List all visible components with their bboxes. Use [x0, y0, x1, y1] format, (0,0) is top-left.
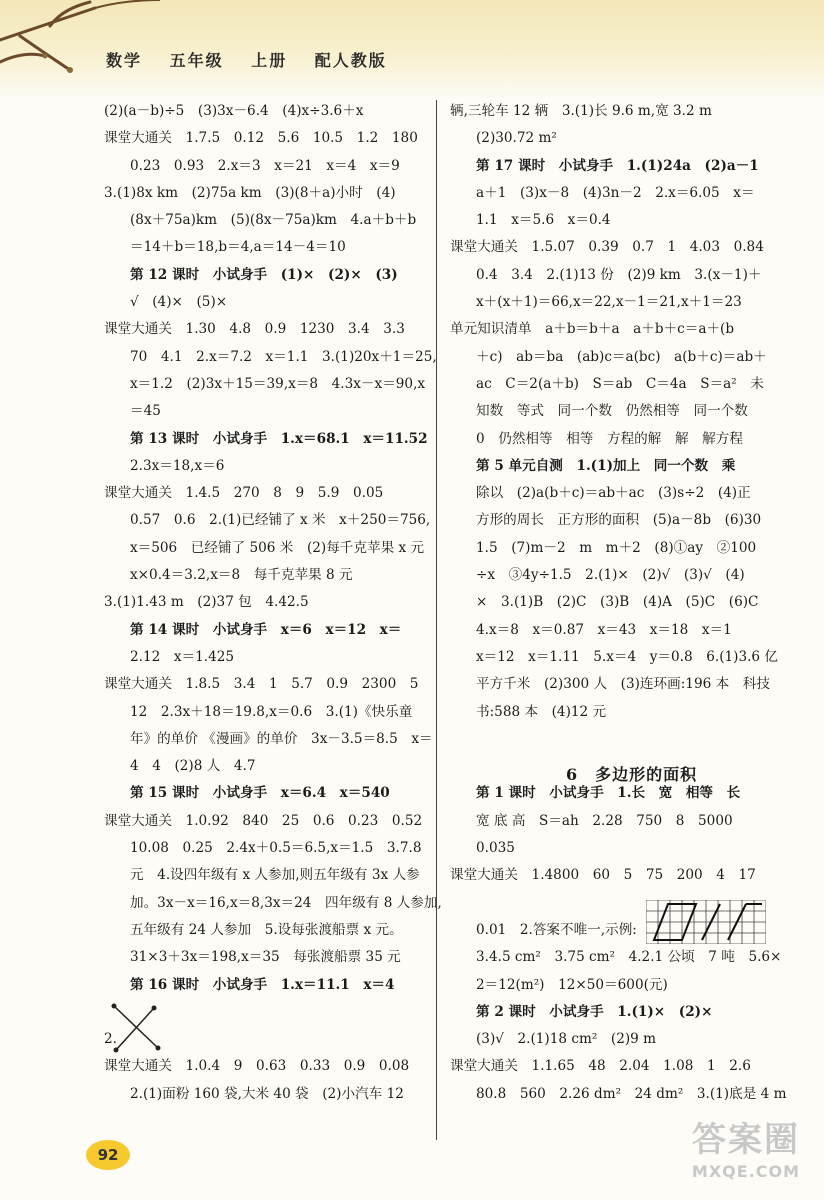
- text-line: (8x＋75a)km (5)(8x－75a)km 4.a＋b＋b: [130, 212, 417, 229]
- text-line: 0 仍然相等 相等 方程的解 解 解方程: [476, 430, 743, 447]
- watermark: [676, 1118, 816, 1188]
- text-line: 4 4 (2)8 人 4.7: [130, 758, 256, 775]
- text-line: 课堂大通关 1.8.5 3.4 1 5.7 0.9 2300 5: [104, 676, 419, 693]
- text-line: 1.5 (7)m－2 m m＋2 (8)①ay ②100: [476, 539, 757, 556]
- text-line: 80.8 560 2.26 dm² 24 dm² 3.(1)底是 4 m: [476, 1085, 787, 1102]
- text-line: 2.(1)面粉 160 袋,大米 40 袋 (2)小汽车 12: [130, 1085, 404, 1102]
- text-line: 2.3x＝18,x＝6: [130, 457, 225, 474]
- watermark-url: MXQE.COM: [691, 1162, 801, 1181]
- text-line: 课堂大通关 1.4800 60 5 75 200 4 17: [450, 867, 756, 884]
- text-line: 课堂大通关 1.0.92 840 25 0.6 0.23 0.52: [104, 812, 423, 829]
- header-volume: 上册: [251, 51, 288, 70]
- header-grade: 五年级: [169, 51, 224, 70]
- text-line: √ (4)× (5)×: [130, 294, 228, 311]
- text-line: 0.01 2.答案不唯一,示例:: [476, 921, 637, 938]
- text-line: 2＝12(m²) 12×50＝600(元): [476, 976, 668, 993]
- text-line: 12 2.3x＋18＝19.8,x＝0.6 3.(1)《快乐童: [130, 703, 413, 720]
- text-line: 加。3x－x＝16,x＝8,3x＝24 四年级有 8 人参加,: [130, 894, 442, 911]
- header-subject: 数学: [106, 51, 143, 70]
- text-line: 五年级有 24 人参加 5.设每张渡船票 x 元。: [130, 921, 403, 938]
- section-title: 6 多边形的面积: [566, 765, 698, 784]
- text-line: (2)30.72 m²: [476, 130, 557, 147]
- text-line: × 3.(1)B (2)C (3)B (4)A (5)C (6)C: [476, 594, 759, 611]
- text-line: 3.(1)1.43 m (2)37 包 4.42.5: [104, 594, 309, 611]
- text-line: ＋c) ab＝ba (ab)c＝a(bc) a(b＋c)＝ab＋: [476, 348, 767, 365]
- text-line: x＋(x＋1)＝66,x＝22,x－1＝21,x＋1＝23: [476, 294, 742, 311]
- text-line: 2.12 x＝1.425: [130, 648, 235, 665]
- text-line: 3.(1)8x km (2)75a km (3)(8＋a)小时 (4): [104, 184, 396, 201]
- page-header: [106, 48, 407, 71]
- text-line: x＝506 已经铺了 506 米 (2)每千克苹果 x 元: [130, 539, 425, 556]
- text-line: x×0.4＝3.2,x＝8 每千克苹果 8 元: [130, 567, 353, 584]
- crossed-lines-figure: [108, 1000, 164, 1056]
- text-line: 第 15 课时 小试身手 x＝6.4 x＝540: [130, 785, 390, 802]
- text-line: ac C＝2(a＋b) S＝ab C＝4a S＝a² 未: [476, 375, 764, 392]
- left-column: [104, 98, 442, 1108]
- text-line: 课堂大通关 1.7.5 0.12 5.6 10.5 1.2 180: [104, 130, 418, 147]
- parallelogram-grid-figure: [646, 900, 766, 944]
- text-line: 课堂大通关 1.4.5 270 8 9 5.9 0.05: [104, 485, 384, 502]
- text-line: 0.035: [476, 840, 515, 857]
- text-line: 第 2 课时 小试身手 1.(1)× (2)×: [476, 1003, 713, 1020]
- text-line: ÷x ③4y÷1.5 2.(1)× (2)√ (3)√ (4): [476, 567, 745, 584]
- text-line: (3)√ 2.(1)18 cm² (2)9 m: [476, 1031, 657, 1048]
- text-line: 课堂大通关 1.30 4.8 0.9 1230 3.4 3.3: [104, 321, 405, 338]
- text-line: 0.23 0.93 2.x＝3 x＝21 x＝4 x＝9: [130, 157, 400, 174]
- spacer-line: [450, 726, 774, 753]
- text-line: ＝45: [130, 403, 161, 420]
- text-line: 平方千米 (2)300 人 (3)连环画:196 本 科技: [476, 676, 770, 693]
- text-line: a＋1 (3)x－8 (4)3n－2 2.x＝6.05 x＝: [476, 184, 755, 201]
- text-line: 4.x＝8 x＝0.87 x＝43 x＝18 x＝1: [476, 621, 732, 638]
- header-edition: 配人教版: [314, 51, 387, 70]
- text-line: 70 4.1 2.x＝7.2 x＝1.1 3.(1)20x＋1＝25,: [130, 348, 437, 365]
- text-line: 除以 (2)a(b＋c)＝ab＋ac (3)s÷2 (4)正: [476, 485, 751, 502]
- watermark-mark: 答案圈: [692, 1120, 800, 1160]
- text-line: 0.57 0.6 2.(1)已经铺了 x 米 x＋250＝756,: [130, 512, 431, 529]
- right-column: [450, 98, 787, 1108]
- text-line: 第 1 课时 小试身手 1.长 宽 相等 长: [476, 785, 741, 802]
- text-line: 3.4.5 cm² 3.75 cm² 4.2.1 公顷 7 吨 5.6×: [476, 949, 782, 966]
- text-line: 31×3＋3x＝198,x＝35 每张渡船票 35 元: [130, 949, 401, 966]
- text-line: 第 5 单元自测 1.(1)加上 同一个数 乘: [476, 457, 736, 474]
- text-line: 课堂大通关 1.1.65 48 2.04 1.08 1 2.6: [450, 1058, 751, 1075]
- text-line: 书:588 本 (4)12 元: [476, 703, 607, 720]
- text-line: 第 16 课时 小试身手 1.x＝11.1 x＝4: [130, 976, 395, 993]
- text-line: 课堂大通关 1.0.4 9 0.63 0.33 0.9 0.08: [104, 1058, 410, 1075]
- column-divider: [436, 100, 437, 1140]
- text-line: 2.: [104, 1031, 117, 1048]
- branch-decoration-icon: [0, 0, 180, 90]
- text-line: 第 13 课时 小试身手 1.x＝68.1 x＝11.52: [130, 430, 428, 447]
- text-line: 第 12 课时 小试身手 (1)× (2)× (3): [130, 266, 398, 283]
- text-line: 第 17 课时 小试身手 1.(1)24a (2)a－1: [476, 157, 759, 174]
- text-line: 单元知识清单 a＋b＝b＋a a＋b＋c＝a＋(b: [450, 321, 735, 338]
- text-line: x＝12 x＝1.11 5.x＝4 y＝0.8 6.(1)3.6 亿: [476, 648, 778, 665]
- text-line: 课堂大通关 1.5.07 0.39 0.7 1 4.03 0.84: [450, 239, 764, 256]
- text-line: ＝14＋b＝18,b＝4,a＝14－4＝10: [130, 239, 346, 256]
- text-line: 0.4 3.4 2.(1)13 份 (2)9 km 3.(x－1)＋: [476, 266, 762, 283]
- text-line: 宽 底 高 S＝ah 2.28 750 8 5000: [476, 812, 733, 829]
- text-line: x＝1.2 (2)3x＋15＝39,x＝8 4.3x－x＝90,x: [130, 375, 426, 392]
- text-line: 1.1 x＝5.6 x＝0.4: [476, 212, 611, 229]
- text-line: (2)(a－b)÷5 (3)3x－6.4 (4)x÷3.6＋x: [104, 103, 364, 119]
- text-line: 第 14 课时 小试身手 x＝6 x＝12 x＝: [130, 621, 402, 638]
- text-line: 10.08 0.25 2.4x＋0.5＝6.5,x＝1.5 3.7.8: [130, 840, 422, 857]
- text-line: 方形的周长 正方形的面积 (5)a－8b (6)30: [476, 512, 762, 529]
- page-number-badge: 92: [86, 1140, 130, 1170]
- text-line: 知数 等式 同一个数 仍然相等 同一个数: [476, 403, 748, 420]
- text-line: 辆,三轮车 12 辆 3.(1)长 9.6 m,宽 3.2 m: [450, 103, 712, 119]
- text-line: 元 4.设四年级有 x 人参加,则五年级有 3x 人参: [130, 867, 420, 884]
- text-line: 年》的单价 《漫画》的单价 3x－3.5＝8.5 x＝: [130, 730, 433, 747]
